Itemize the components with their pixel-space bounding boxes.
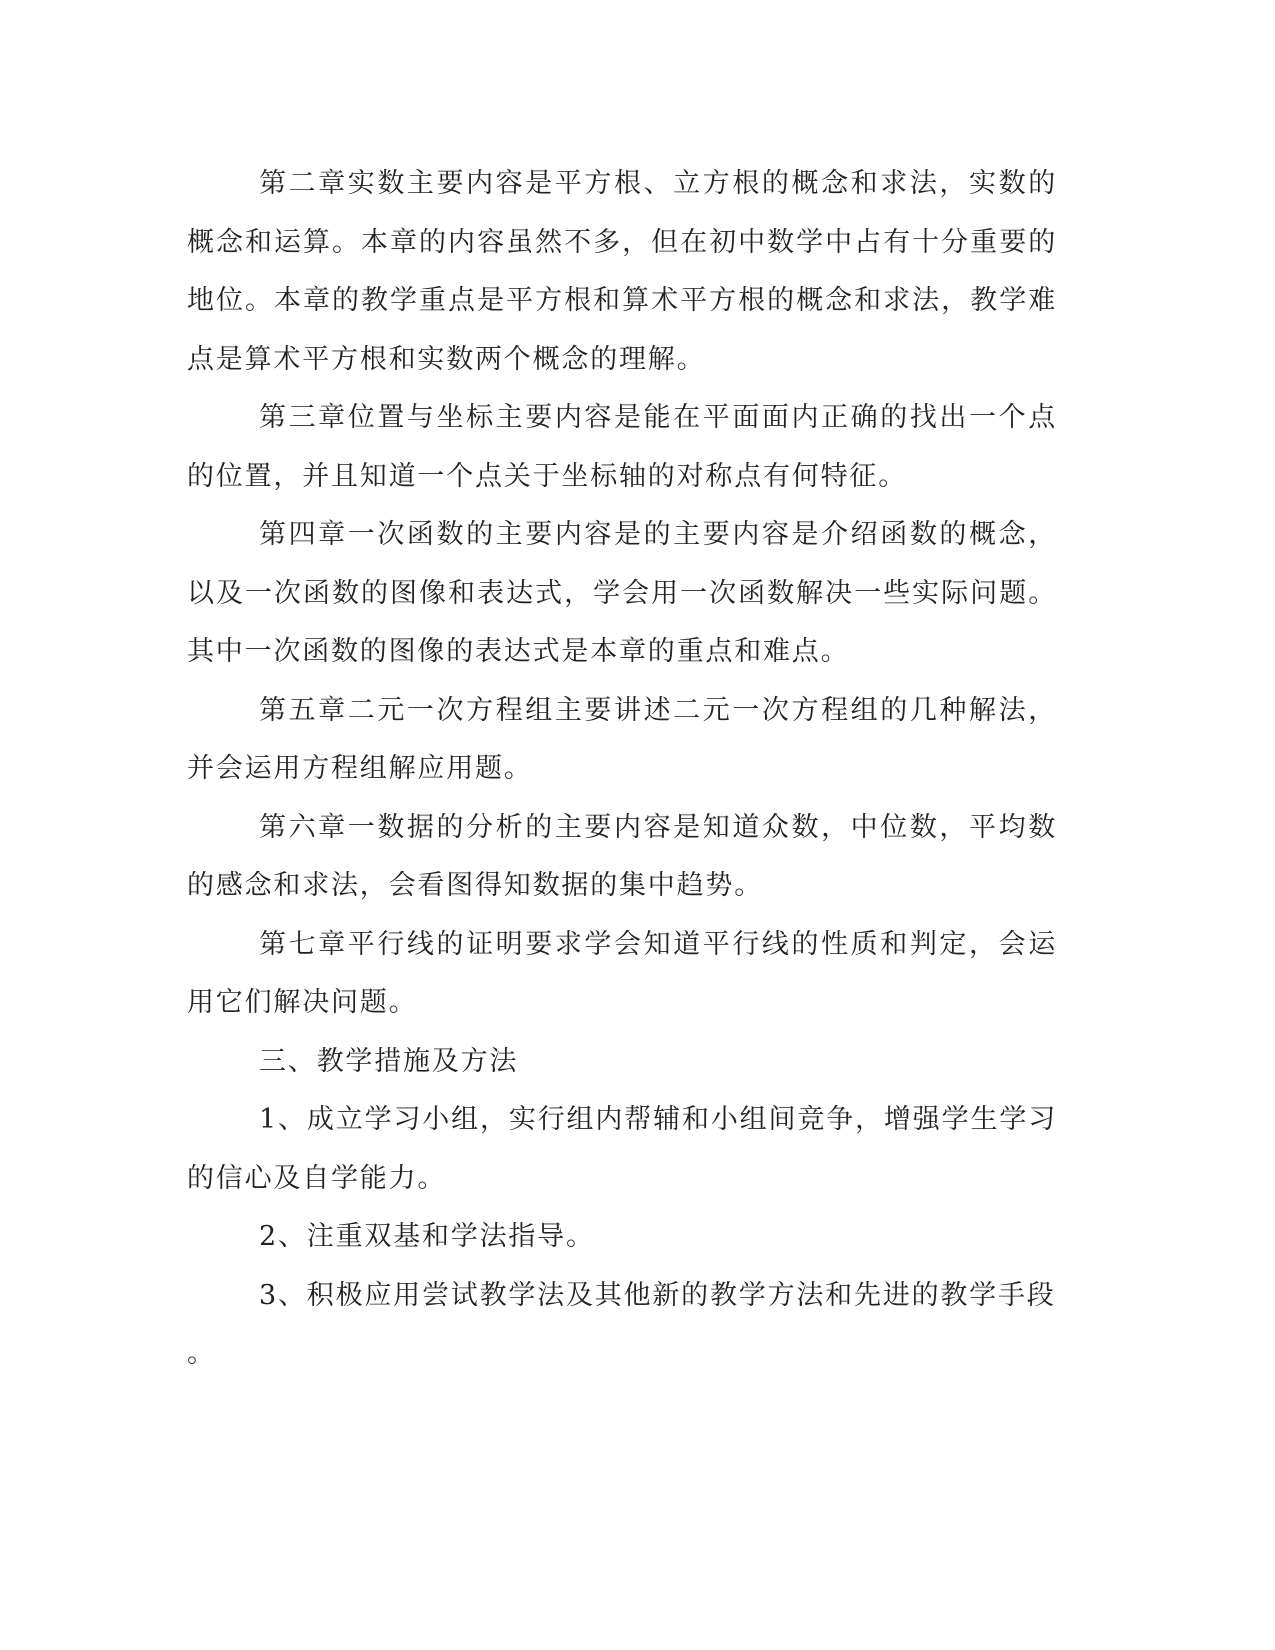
paragraph-chapter-4: 第四章一次函数的主要内容是的主要内容是介绍函数的概念，以及一次函数的图像和表达式，学会用一次函数解决一些实际问题。其中一次函数的图像的表达式是本章的重点和难点。 — [187, 519, 1057, 667]
section-heading: 三、教学措施及方法 — [259, 1045, 519, 1077]
paragraph-chapter-6: 第六章一数据的分析的主要内容是知道众数，中位数，平均数的感念和求法，会看图得知数据的集中趋势。 — [187, 811, 1057, 901]
document-body — [187, 155, 1057, 1384]
measure-item-2: 2、注重双基和学法指导。 — [259, 1221, 595, 1252]
paragraph-chapter-3: 第三章位置与坐标主要内容是能在平面面内正确的找出一个点的位置，并且知道一个点关于坐标轴的对称点有何特征。 — [187, 402, 1057, 492]
measure-item-1: 1、成立学习小组，实行组内帮辅和小组间竞争，增强学生学习的信心及自学能力。 — [187, 1104, 1057, 1194]
paragraph-chapter-2: 第二章实数主要内容是平方根、立方根的概念和求法，实数的概念和运算。本章的内容虽然不多，但在初中数学中占有十分重要的地位。本章的教学重点是平方根和算术平方根的概念和求法，教学难点是算术平方根和实数两个概念的理解。 — [187, 168, 1057, 375]
paragraph-chapter-7: 第七章平行线的证明要求学会知道平行线的性质和判定，会运用它们解决问题。 — [187, 928, 1057, 1018]
measure-item-3: 3、积极应用尝试教学法及其他新的教学方法和先进的教学手段 — [259, 1279, 1056, 1311]
trailing-punctuation: 。 — [187, 1338, 216, 1369]
paragraph-chapter-5: 第五章二元一次方程组主要讲述二元一次方程组的几种解法，并会运用方程组解应用题。 — [187, 694, 1057, 784]
